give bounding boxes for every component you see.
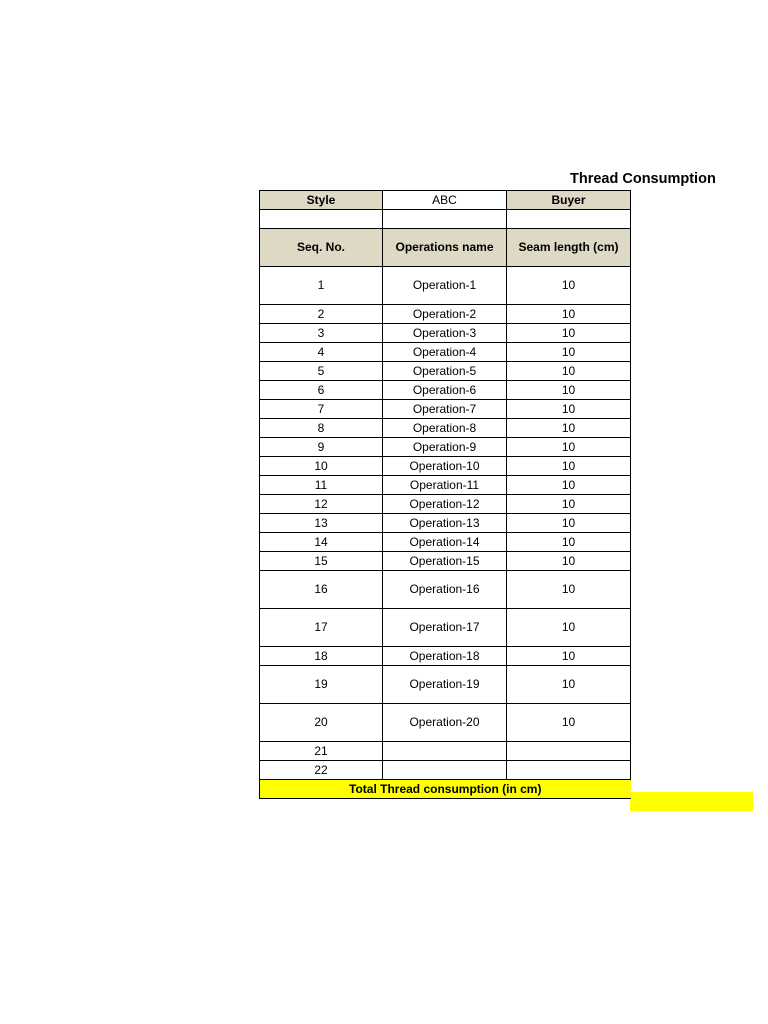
seam-length-cell[interactable]: 10 [507, 476, 631, 495]
seam-length-cell[interactable]: 10 [507, 571, 631, 609]
seq-cell[interactable]: 5 [260, 362, 383, 381]
table-row [260, 400, 631, 419]
operation-cell[interactable]: Operation-17 [383, 609, 507, 647]
seq-cell[interactable]: 21 [260, 742, 383, 761]
table-row [260, 495, 631, 514]
seq-cell[interactable]: 7 [260, 400, 383, 419]
operation-cell[interactable]: Operation-5 [383, 362, 507, 381]
operation-cell[interactable] [383, 761, 507, 780]
operation-cell[interactable]: Operation-13 [383, 514, 507, 533]
seq-cell[interactable]: 11 [260, 476, 383, 495]
table-row [260, 324, 631, 343]
seam-length-cell[interactable]: 10 [507, 533, 631, 552]
operation-cell[interactable]: Operation-15 [383, 552, 507, 571]
table-row [260, 647, 631, 666]
operation-cell[interactable]: Operation-1 [383, 267, 507, 305]
table-row [260, 666, 631, 704]
operation-cell[interactable]: Operation-6 [383, 381, 507, 400]
operation-cell[interactable]: Operation-11 [383, 476, 507, 495]
seam-length-cell[interactable]: 10 [507, 362, 631, 381]
blank-cell[interactable] [383, 210, 507, 229]
seam-length-cell[interactable]: 10 [507, 305, 631, 324]
seam-length-cell[interactable]: 10 [507, 704, 631, 742]
seq-cell[interactable]: 3 [260, 324, 383, 343]
total-label-cell[interactable]: Total Thread consumption (in cm) [260, 780, 631, 799]
table-row [260, 362, 631, 381]
table-row [260, 742, 631, 761]
seq-cell[interactable]: 17 [260, 609, 383, 647]
table-row [260, 305, 631, 324]
table-row [260, 381, 631, 400]
seq-cell[interactable]: 22 [260, 761, 383, 780]
sheet-title: Thread Consumption [570, 171, 716, 187]
seam-length-cell[interactable]: 10 [507, 343, 631, 362]
table-row [260, 476, 631, 495]
buyer-label-cell[interactable]: Buyer [507, 191, 631, 210]
seam-length-cell[interactable]: 10 [507, 552, 631, 571]
seam-length-cell[interactable] [507, 761, 631, 780]
table-row [260, 343, 631, 362]
seam-length-cell[interactable]: 10 [507, 381, 631, 400]
seq-cell[interactable]: 15 [260, 552, 383, 571]
table-row [260, 514, 631, 533]
operation-cell[interactable]: Operation-16 [383, 571, 507, 609]
operation-cell[interactable]: Operation-20 [383, 704, 507, 742]
operation-cell[interactable]: Operation-2 [383, 305, 507, 324]
total-row [260, 780, 631, 799]
seam-length-cell[interactable]: 10 [507, 514, 631, 533]
style-label-cell[interactable]: Style [260, 191, 383, 210]
column-header-row [260, 229, 631, 267]
total-highlight-strip [630, 792, 753, 811]
operation-cell[interactable]: Operation-8 [383, 419, 507, 438]
table-row [260, 457, 631, 476]
seam-length-cell[interactable]: 10 [507, 495, 631, 514]
operation-cell[interactable]: Operation-18 [383, 647, 507, 666]
table-row [260, 704, 631, 742]
seam-length-cell[interactable]: 10 [507, 419, 631, 438]
operation-cell[interactable]: Operation-7 [383, 400, 507, 419]
seq-cell[interactable]: 16 [260, 571, 383, 609]
seam-length-cell[interactable]: 10 [507, 400, 631, 419]
blank-cell[interactable] [507, 210, 631, 229]
operation-cell[interactable]: Operation-9 [383, 438, 507, 457]
operation-cell[interactable]: Operation-12 [383, 495, 507, 514]
seam-length-cell[interactable]: 10 [507, 324, 631, 343]
operation-cell[interactable]: Operation-10 [383, 457, 507, 476]
seq-cell[interactable]: 8 [260, 419, 383, 438]
table-row [260, 571, 631, 609]
seam-length-cell[interactable]: 10 [507, 457, 631, 476]
col-header-operation[interactable]: Operations name [383, 229, 507, 267]
table-row [260, 438, 631, 457]
operation-cell[interactable] [383, 742, 507, 761]
col-header-seam-length[interactable]: Seam length (cm) [507, 229, 631, 267]
table-row [260, 267, 631, 305]
seq-cell[interactable]: 18 [260, 647, 383, 666]
seq-cell[interactable]: 6 [260, 381, 383, 400]
seam-length-cell[interactable]: 10 [507, 267, 631, 305]
operation-cell[interactable]: Operation-19 [383, 666, 507, 704]
seam-length-cell[interactable]: 10 [507, 609, 631, 647]
operation-cell[interactable]: Operation-14 [383, 533, 507, 552]
seq-cell[interactable]: 9 [260, 438, 383, 457]
operation-cell[interactable]: Operation-3 [383, 324, 507, 343]
blank-cell[interactable] [260, 210, 383, 229]
seq-cell[interactable]: 2 [260, 305, 383, 324]
table-row [260, 552, 631, 571]
col-header-seq[interactable]: Seq. No. [260, 229, 383, 267]
table-row [260, 761, 631, 780]
seq-cell[interactable]: 10 [260, 457, 383, 476]
operation-cell[interactable]: Operation-4 [383, 343, 507, 362]
seam-length-cell[interactable]: 10 [507, 666, 631, 704]
seq-cell[interactable]: 13 [260, 514, 383, 533]
seq-cell[interactable]: 14 [260, 533, 383, 552]
table-row [260, 419, 631, 438]
seam-length-cell[interactable]: 10 [507, 647, 631, 666]
style-value-cell[interactable]: ABC [383, 191, 507, 210]
seam-length-cell[interactable]: 10 [507, 438, 631, 457]
seq-cell[interactable]: 12 [260, 495, 383, 514]
seq-cell[interactable]: 1 [260, 267, 383, 305]
seq-cell[interactable]: 19 [260, 666, 383, 704]
thread-consumption-table [259, 190, 631, 799]
table-row [260, 609, 631, 647]
seq-cell[interactable]: 20 [260, 704, 383, 742]
table-row [260, 533, 631, 552]
seam-length-cell[interactable] [507, 742, 631, 761]
meta-row [260, 191, 631, 210]
blank-row [260, 210, 631, 229]
seq-cell[interactable]: 4 [260, 343, 383, 362]
